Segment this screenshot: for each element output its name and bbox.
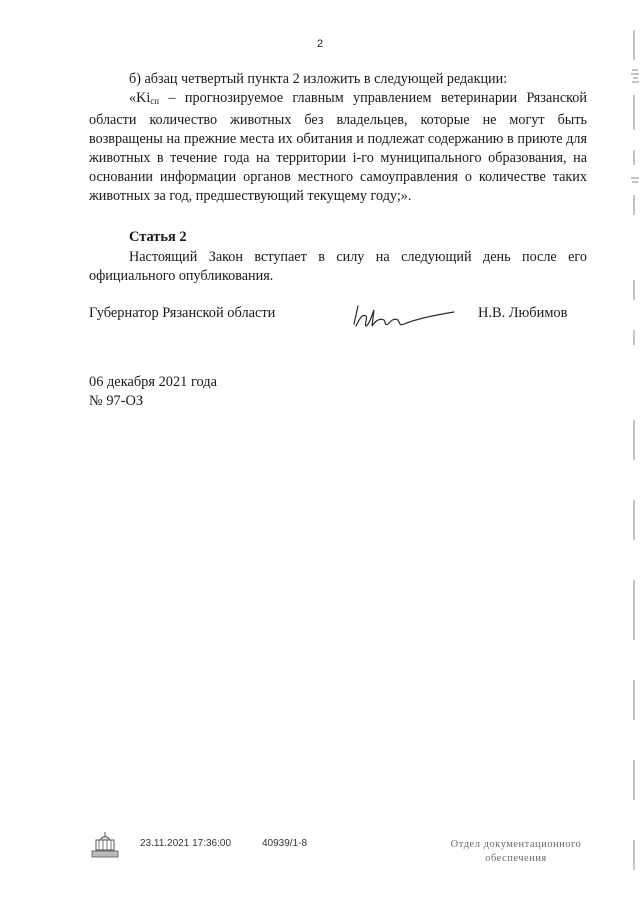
- stamp-line-2: обеспечения: [485, 853, 547, 864]
- amendment-quote: [89, 89, 587, 206]
- governor-title: Губернатор Рязанской области: [89, 305, 276, 321]
- stamp-line-1: Отдел документационного: [450, 839, 582, 850]
- handwritten-signature: [344, 296, 464, 336]
- duma-emblem-icon: [88, 830, 122, 860]
- quote-subscript: сп: [150, 96, 160, 106]
- amendment-intro: б) абзац четвертый пункта 2 изложить в следующей редакции:: [129, 71, 508, 87]
- quote-open: «Ki: [129, 90, 151, 106]
- footer-timestamp: 23.11.2021 17:36:00: [140, 838, 232, 849]
- amendment-block: [89, 70, 587, 206]
- page-number: 2: [316, 38, 324, 50]
- department-stamp: [436, 838, 596, 866]
- governor-name: Н.В. Любимов: [478, 305, 568, 321]
- article-2-title: Статья 2: [129, 229, 187, 245]
- scan-margin-marks: [622, 0, 640, 905]
- footer-doc-code: 40939/1-8: [262, 838, 308, 849]
- article-2-body: [89, 248, 587, 286]
- law-number: № 97-ОЗ: [89, 393, 144, 409]
- article-2-text: Настоящий Закон вступает в силу на следующий день после его официального опубликования.: [89, 249, 587, 284]
- quote-rest: – прогнозируемое главным управлением ветеринарии Рязанской области количество животных без владельцев, которые не могут быть возвращены на прежние места их обитания и подлежат содержанию в приюте для животных в течение года на территории i-го муниципального образования, на основании информации органов местного самоуправления о количестве таких животных за год, предшествующий текущему году;».: [89, 90, 587, 204]
- adoption-date: 06 декабря 2021 года: [89, 374, 218, 390]
